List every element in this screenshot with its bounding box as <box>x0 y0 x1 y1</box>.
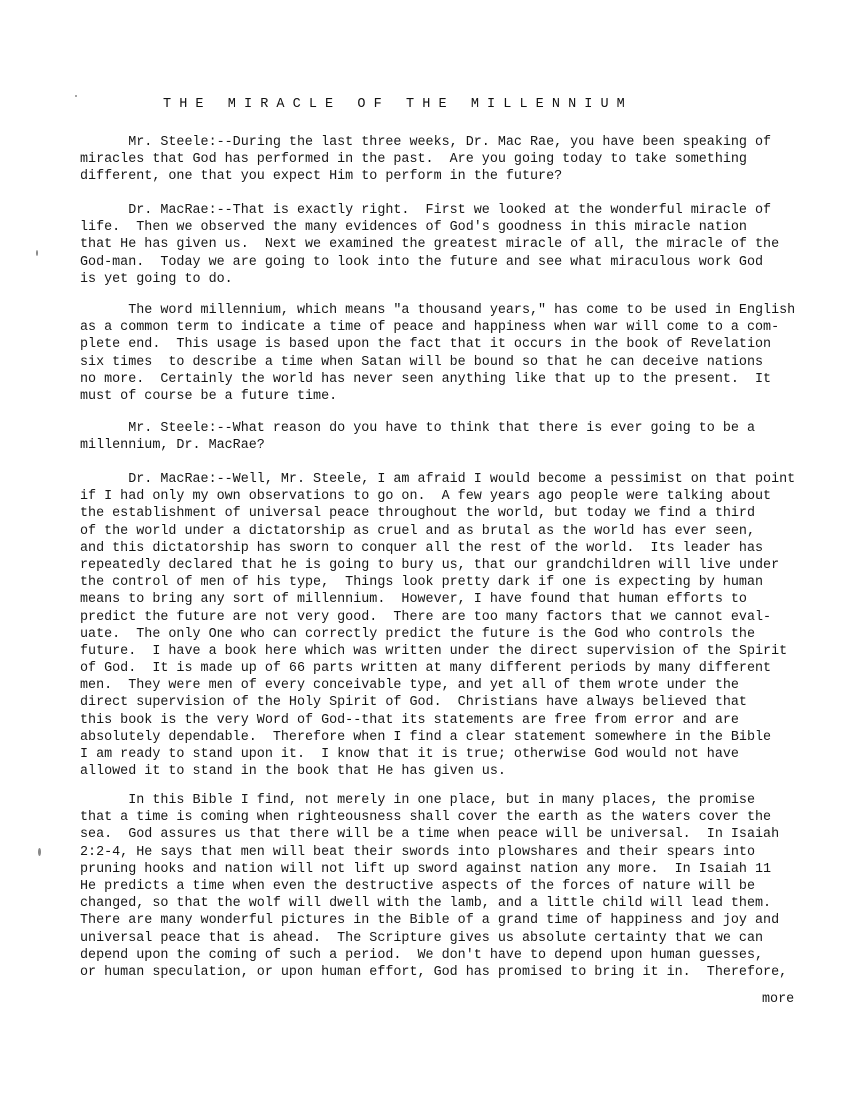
text-line: men. They were men of every conceivable type, and yet all of them wrote under the <box>80 678 739 694</box>
text-line: as a common term to indicate a time of peace and happiness when war will come to a com- <box>80 320 780 336</box>
text-line: means to bring any sort of millennium. However, I have found that human efforts to <box>80 592 747 608</box>
text-line: pruning hooks and nation will not lift up sword against nation any more. In Isaiah 11 <box>80 861 772 877</box>
text-line: that He has given us. Next we examined the greatest miracle of all, the miracle of the <box>80 237 780 253</box>
text-line: I am ready to stand upon it. I know that it is true; otherwise God would not have <box>80 747 739 762</box>
text-line: allowed it to stand in the book that He has given us. <box>80 764 506 780</box>
text-line: The word millennium, which means "a thousand years," has come to be used in English <box>80 303 796 318</box>
text-line: plete end. This usage is based upon the fact that it occurs in the book of Revelation <box>80 337 772 353</box>
text-line: Mr. Steele:--What reason do you have to think that there is ever going to be a <box>80 421 755 436</box>
text-line: repeatedly declared that he is going to bury us, that our grandchildren will live under <box>80 557 780 573</box>
text-line: different, one that you expect Him to perform in the future? <box>80 169 563 185</box>
continuation-note: more <box>762 992 795 1007</box>
text-line: millennium, Dr. MacRae? <box>80 438 265 454</box>
text-line: Dr. MacRae:--That is exactly right. First we looked at the wonderful miracle of <box>80 203 772 218</box>
scan-speck <box>75 95 77 97</box>
text-line: Dr. MacRae:--Well, Mr. Steele, I am afraid I would become a pessimist on that point <box>80 472 796 487</box>
text-line: life. Then we observed the many evidences of God's goodness in this miracle nation <box>80 220 747 236</box>
document-title: T H E M I R A C L E O F T H E M I L L E N N I U M <box>163 97 625 112</box>
paragraph-macrae-reply <box>80 202 779 288</box>
text-line: miracles that God has performed in the past. Are you going today to take something <box>80 152 747 168</box>
text-line: if I had only my own observations to go on. A few years ago people were talking about <box>80 489 772 505</box>
paragraph-steele-question <box>80 420 755 454</box>
text-line: He predicts a time when even the destructive aspects of the forces of nature will be <box>80 878 755 894</box>
text-line: direct supervision of the Holy Spirit of God. Christians have always believed that <box>80 695 747 711</box>
text-line: and this dictatorship has sworn to conquer all the rest of the world. Its leader has <box>80 540 764 556</box>
text-line: of God. It is made up of 66 parts written at many different periods by many different <box>80 661 772 677</box>
text-line: no more. Certainly the world has never seen anything like that up to the present. It <box>80 371 772 387</box>
text-line: God-man. Today we are going to look into the future and see what miraculous work God <box>80 254 764 270</box>
text-line: the establishment of universal peace throughout the world, but today we find a third <box>80 506 755 522</box>
text-line: predict the future are not very good. There are too many factors that we cannot eval- <box>80 609 772 625</box>
scan-speck <box>38 848 41 856</box>
text-line: 2:2-4, He says that men will beat their swords into plowshares and their spears into <box>80 844 755 860</box>
text-line: In this Bible I find, not merely in one place, but in many places, the promise <box>80 793 755 808</box>
paragraph-millennium-definition <box>80 302 795 405</box>
text-line: of the world under a dictatorship as cruel and as brutal as the world has ever seen, <box>80 523 755 539</box>
text-line: There are many wonderful pictures in the Bible of a grand time of happiness and joy and <box>80 913 780 929</box>
text-line: the control of men of his type, Things look pretty dark if one is expecting by human <box>80 575 764 591</box>
text-line: absolutely dependable. Therefore when I find a clear statement somewhere in the Bible <box>80 729 772 745</box>
text-line: must of course be a future time. <box>80 388 338 404</box>
text-line: sea. God assures us that there will be a time when peace will be universal. In Isaiah <box>80 827 780 843</box>
text-line: is yet going to do. <box>80 271 233 287</box>
text-line: six times to describe a time when Satan will be bound so that he can deceive nations <box>80 354 764 370</box>
text-line: this book is the very Word of God--that its statements are free from error and are <box>80 712 739 728</box>
text-line: uate. The only One who can correctly predict the future is the God who controls the <box>80 626 755 642</box>
text-line: Mr. Steele:--During the last three weeks, Dr. Mac Rae, you have been speaking of <box>80 135 772 150</box>
text-line: universal peace that is ahead. The Scripture gives us absolute certainty that we can <box>80 930 764 946</box>
text-line: that a time is coming when righteousness shall cover the earth as the waters cover the <box>80 810 772 826</box>
text-line: future. I have a book here which was written under the direct supervision of the Spirit <box>80 643 788 659</box>
text-line: depend upon the coming of such a period. We don't have to depend upon human guesses, <box>80 947 764 963</box>
paragraph-macrae-answer <box>80 471 795 780</box>
text-line: or human speculation, or upon human effort, God has promised to bring it in. Therefore, <box>80 964 788 980</box>
scan-speck <box>36 250 38 256</box>
text-line: changed, so that the wolf will dwell with the lamb, and a little child will lead them. <box>80 896 772 912</box>
paragraph-steele-intro <box>80 134 771 186</box>
paragraph-bible-promise <box>80 792 787 981</box>
